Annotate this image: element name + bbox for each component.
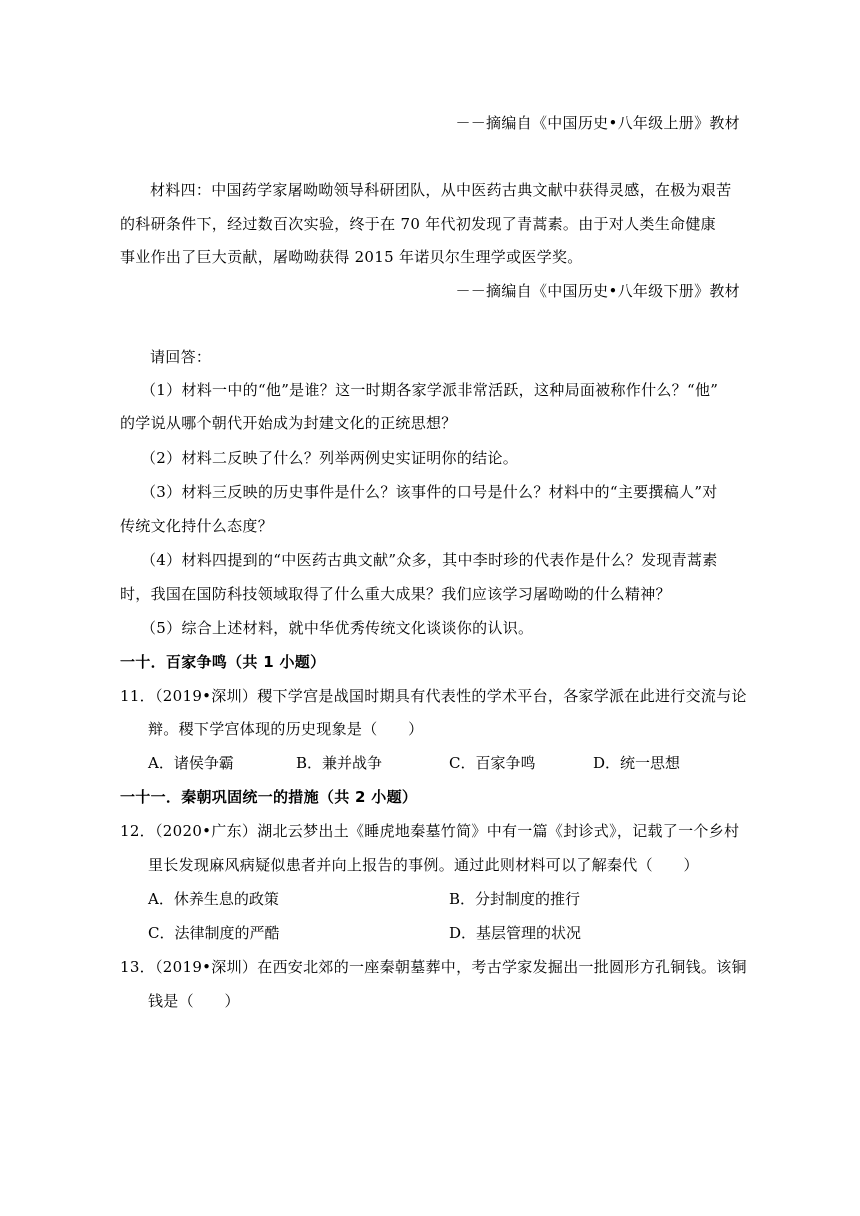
- question-5: （5）综合上述材料，就中华优秀传统文化谈谈你的认识。: [141, 619, 534, 637]
- question-3-line-2: 传统文化持什么态度？: [120, 517, 274, 535]
- question-11-option-d: D．统一思想: [593, 754, 681, 772]
- question-1-line-1: （1）材料一中的“他”是谁？这一时期各家学派非常活跃，这种局面被称作什么？“他”: [141, 381, 719, 399]
- section-10-heading: 一十．百家争鸣（共 1 小题）: [120, 653, 326, 671]
- material-4-line-3: 事业作出了巨大贡献，屠呦呦获得 2015 年诺贝尔生理学或医学奖。: [120, 248, 583, 266]
- question-11-option-c: C．百家争鸣: [449, 754, 536, 772]
- question-11-option-b: B．兼并战争: [296, 754, 383, 772]
- material-4-line-2: 的科研条件下，经过数百次实验，终于在 70 年代初发现了青蒿素。由于对人类生命健康: [120, 215, 716, 233]
- question-13-line-1: 13．（2019•深圳）在西安北郊的一座秦朝墓葬中，考古学家发掘出一批圆形方孔铜钱。该铜: [120, 958, 747, 976]
- question-12-option-b: B．分封制度的推行: [449, 890, 581, 908]
- question-11-option-a: A．诸侯争霸: [148, 754, 234, 772]
- material-4-line-1: 材料四：中国药学家屠呦呦领导科研团队，从中医药古典文献中获得灵感，在极为艰苦: [150, 181, 732, 199]
- question-3-line-1: （3）材料三反映的历史事件是什么？该事件的口号是什么？材料中的“主要撰稿人”对: [141, 483, 718, 501]
- question-12-option-d: D．基层管理的状况: [449, 924, 582, 942]
- source-citation-2: －－摘编自《中国历史•八年级下册》教材: [455, 282, 740, 300]
- question-4-line-1: （4）材料四提到的“中医药古典文献”众多，其中李时珍的代表作是什么？发现青蒿素: [141, 551, 718, 569]
- question-12-option-a: A．休养生息的政策: [148, 890, 279, 908]
- question-13-line-2: 钱是（ ）: [148, 992, 240, 1010]
- source-citation-1: －－摘编自《中国历史•八年级上册》教材: [455, 114, 740, 132]
- question-1-line-2: 的学说从哪个朝代开始成为封建文化的正统思想？: [120, 414, 457, 432]
- question-2: （2）材料二反映了什么？列举两例史实证明你的结论。: [141, 449, 519, 467]
- question-4-line-2: 时，我国在国防科技领域取得了什么重大成果？我们应该学习屠呦呦的什么精神？: [120, 585, 671, 603]
- question-11-line-2: 辩。稷下学宫体现的历史现象是（ ）: [148, 720, 424, 738]
- question-11-line-1: 11．（2019•深圳）稷下学宫是战国时期具有代表性的学术平台，各家学派在此进行交流与论: [120, 687, 747, 705]
- section-11-heading: 一十一．秦朝巩固统一的措施（共 2 小题）: [120, 788, 418, 806]
- question-12-line-1: 12．（2020•广东）湖北云梦出土《睡虎地秦墓竹简》中有一篇《封诊式》，记载了一个乡村: [120, 822, 740, 840]
- question-12-line-2: 里长发现麻风病疑似患者并向上报告的事例。通过此则材料可以了解秦代（ ）: [148, 856, 699, 874]
- question-12-option-c: C．法律制度的严酷: [148, 924, 280, 942]
- questions-intro: 请回答：: [150, 348, 212, 366]
